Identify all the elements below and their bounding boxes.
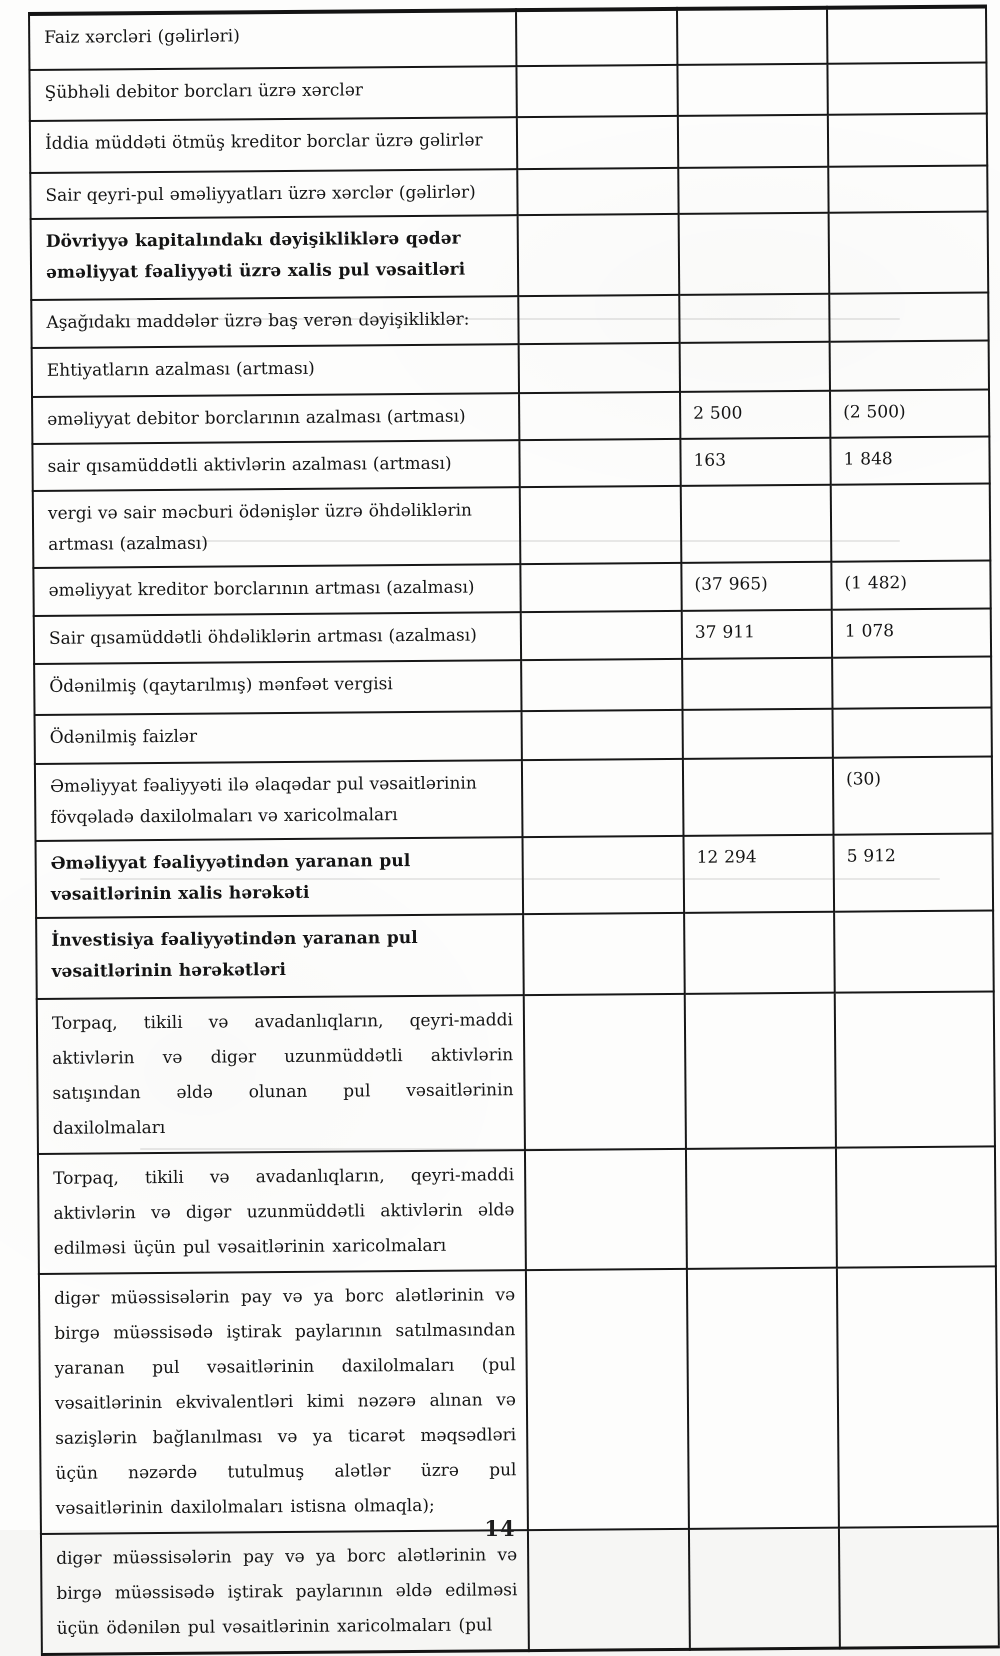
amount-cell-2 [836,1146,996,1267]
amount-cell-1: 12 294 [683,835,834,913]
amount-cell-1 [679,213,830,295]
table-row [41,1526,999,1654]
page-number: 14 [484,1516,516,1541]
notes-cell [521,659,682,711]
row-label-cell: digər müəssisələrin pay və ya borc alətlərinin və birgə müəssisədə iştirak paylarının əldə edilməsi üçün ödənilən pul vəsaitlərinin xaricolmaları (pul [41,1530,529,1654]
row-label-cell: İddia müddəti ötmüş kreditor borclar üzrə gəlirlər [30,117,517,173]
row-label-cell: vergi və sair məcburi ödənişlər üzrə öhdəliklərin artması (azalması) [33,487,521,568]
table-row [34,656,991,715]
amount-cell-1 [682,658,832,710]
amount-cell-1 [678,167,828,214]
amount-cell-1 [680,342,830,392]
amount-cell-2 [828,113,987,166]
notes-cell [523,913,685,995]
table-row [39,1266,998,1534]
amount-cell-2: 1 848 [830,436,989,484]
amount-cell-2 [839,1526,999,1648]
notes-cell [518,214,680,296]
notes-cell [521,611,682,660]
scan-artifact [120,540,900,542]
amount-cell-2: 1 078 [832,608,991,657]
notes-cell [526,1269,689,1530]
notes-cell [520,563,681,612]
statement-table-wrapper [28,4,998,1655]
amount-cell-2 [827,62,986,114]
notes-cell [522,759,684,837]
row-label-cell: İnvestisiya fəaliyyətindən yaranan pul vəsaitlərinin hərəkətləri [36,914,524,999]
row-label-cell: əməliyyat debitor borclarının azalması (artması) [32,393,519,444]
amount-cell-2 [837,1266,998,1527]
notes-cell [519,392,680,440]
amount-cell-1 [684,912,835,994]
amount-cell-2: 5 912 [833,833,993,911]
amount-cell-1: 37 911 [682,610,832,659]
table-row [31,211,989,300]
amount-cell-1 [686,1148,837,1269]
notes-cell [525,1149,687,1270]
table-row [30,165,987,219]
notes-cell [517,116,678,169]
amount-cell-2 [828,165,987,212]
table-row [29,6,986,70]
amount-cell-2 [829,211,989,293]
amount-cell-2 [832,707,991,757]
amount-cell-1 [687,1268,839,1529]
table-row [35,756,993,841]
row-label-cell: Sair qısamüddətli öhdəliklərin artması (azalması) [34,612,521,664]
table-row [36,833,994,918]
cash-flow-statement-table [28,4,1000,1655]
table-row [31,292,988,348]
scan-artifact [140,1148,840,1150]
amount-cell-2 [827,6,986,63]
row-label-cell: Faiz xərcləri (gəlirləri) [29,10,516,70]
amount-cell-1 [681,485,832,563]
amount-cell-1 [683,758,834,836]
notes-cell [522,710,683,760]
table-row [38,1146,996,1274]
amount-cell-2 [831,483,991,561]
row-label-cell: Dövriyyə kapitalındakı dəyişikliklərə qədər əməliyyat fəaliyyəti üzrə xalis pul vəsaitləri [31,215,519,300]
notes-cell [517,168,678,215]
amount-cell-2: (2 500) [830,389,989,437]
row-label-cell: Sair qeyri-pul əməliyyatları üzrə xərclər (gəlirlər) [30,169,517,219]
table-row [36,910,994,999]
row-label-cell: Əməliyyat fəaliyyəti ilə əlaqədar pul vəsaitlərinin fövqəladə daxilolmaları və xaricolmaları [35,760,523,841]
row-label-cell: əməliyyat kreditor borclarının artması (azalması) [33,564,520,616]
amount-cell-1 [689,1528,840,1650]
notes-cell [519,343,680,393]
amount-cell-2 [830,340,989,390]
amount-cell-1 [685,993,836,1149]
table-row [30,113,987,173]
amount-cell-1: (37 965) [681,562,831,611]
table-row [32,436,989,491]
statement-table-body [29,6,999,1654]
amount-cell-2: (30) [833,756,993,834]
row-label-cell: Torpaq, tikili və avadanlıqların, qeyri-maddi aktivlərin və digər uzunmüddətli aktivlərin əldə edilməsi üçün pul vəsaitlərinin xaricolmaları [38,1150,526,1274]
notes-cell [522,836,684,914]
row-label-cell: Əməliyyat fəaliyyətindən yaranan pul vəsaitlərinin xalis hərəkəti [36,837,524,918]
amount-cell-1 [677,8,827,65]
row-label-cell: Torpaq, tikili və avadanlıqların, qeyri-maddi aktivlərin və digər uzunmüddətli aktivlərin satışından əldə olunan pul vəsaitlərinin daxilolmaları [37,995,525,1154]
table-row [32,340,989,397]
amount-cell-2 [835,991,995,1147]
table-row [33,483,991,568]
amount-cell-1 [677,64,827,116]
notes-cell [516,65,677,117]
amount-cell-1 [683,709,833,759]
row-label-cell: Aşağıdakı maddələr üzrə baş verən dəyişikliklər: [31,296,518,348]
row-label-cell: sair qısamüddətli aktivlərin azalması (artması) [32,440,519,491]
scan-artifact [80,878,940,880]
notes-cell [520,486,682,564]
table-row [32,389,989,444]
table-row [37,991,995,1154]
row-label-cell: Ödənilmiş (qaytarılmış) mənfəət vergisi [34,660,521,715]
amount-cell-1: 163 [680,438,830,486]
table-row [35,707,992,764]
row-label-cell: Şübhəli debitor borcları üzrə xərclər [29,66,516,121]
amount-cell-1: 2 500 [680,391,830,439]
notes-cell [528,1529,690,1651]
notes-cell [516,9,677,66]
notes-cell [519,439,680,487]
amount-cell-1 [678,115,828,168]
amount-cell-2 [834,910,994,992]
amount-cell-2 [832,656,991,708]
table-row [29,62,986,121]
table-row [33,560,990,616]
row-label-cell: Ödənilmiş faizlər [35,711,522,764]
amount-cell-2: (1 482) [831,560,990,609]
table-row [34,608,991,664]
notes-cell [524,994,686,1150]
scan-artifact [60,318,900,320]
row-label-cell: Ehtiyatların azalması (artması) [32,344,519,397]
row-label-cell: digər müəssisələrin pay və ya borc alətlərinin və birgə müəssisədə iştirak paylarının satılmasından yaranan pul vəsaitlərinin daxilolmaları (pul vəsaitlərinin ekvivalentləri kimi nəzərə alınan və sazişlərin bağlanılması və ya ticarət məqsədləri üçün nəzərdə tutulmuş alətlər üzrə pul vəsaitlərinin daxilolmaları istisna olmaqla); [39,1270,528,1534]
